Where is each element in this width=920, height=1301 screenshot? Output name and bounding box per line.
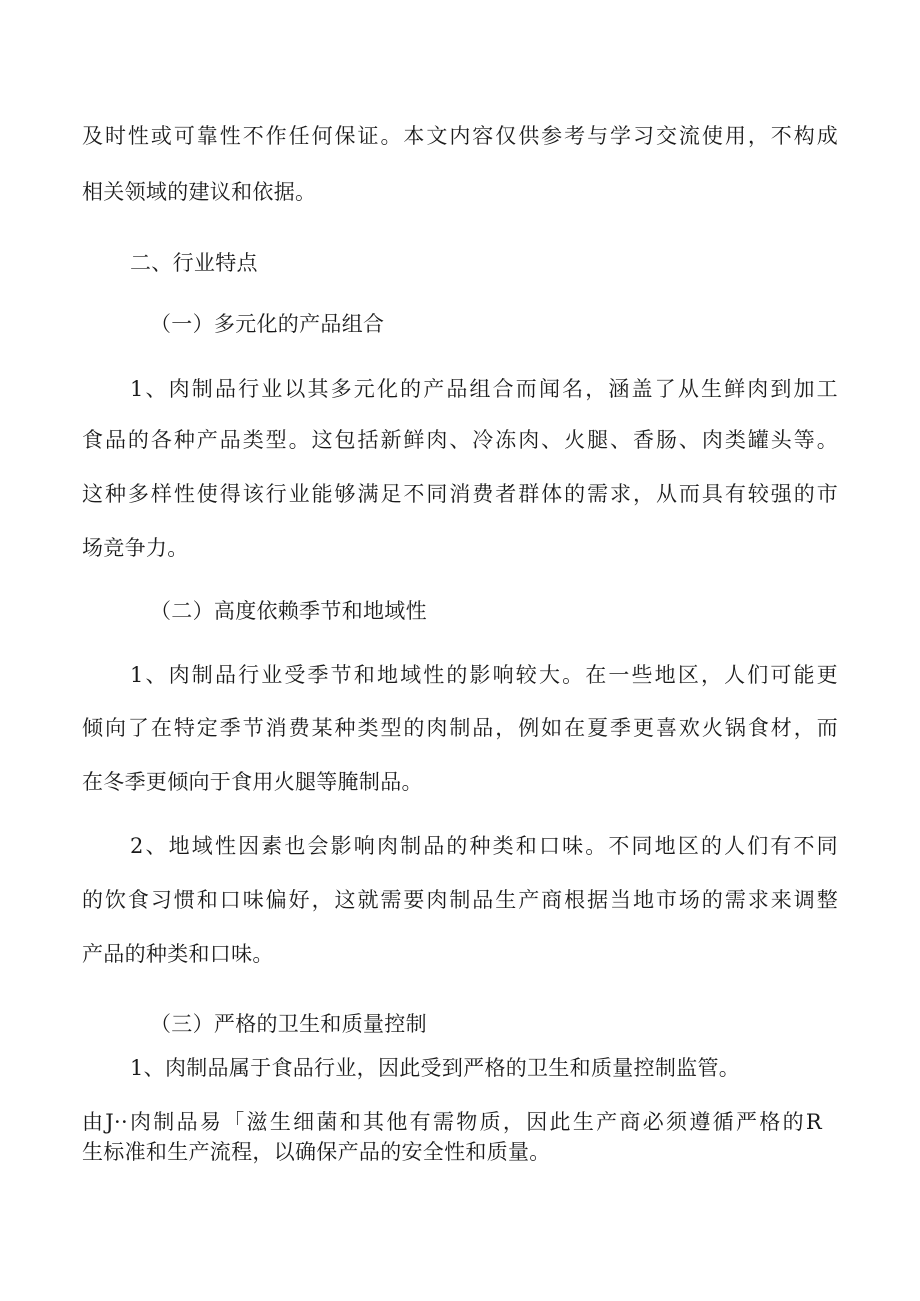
sub1-p1-line-1: 1、肉制品行业以其多元化的产品组合而闻名，涵盖了从生鲜肉到加工 [130,377,838,401]
sub3-p1-line-2: 由J··肉制品易「滋生细菌和其他有需物质，因此生产商必须遵循严格的R [82,1110,822,1134]
sub3-p1-line-3: 生标准和生产流程，以确保产品的安全性和质量。 [82,1140,551,1164]
section-heading: 二、行业特点 [130,251,258,275]
sub2-p1-line-3: 在冬季更倾向于食用火腿等腌制品。 [82,770,423,794]
intro-line-2: 相关领域的建议和依据。 [82,180,317,204]
intro-line-1: 及时性或可靠性不作任何保证。本文内容仅供参考与学习交流使用，不构成 [82,124,838,148]
sub2-p2-line-1: 2、地域性因素也会影响肉制品的种类和口味。不同地区的人们有不同 [130,834,838,858]
sub2-p1-line-1: 1、肉制品行业受季节和地域性的影响较大。在一些地区，人们可能更 [130,663,838,687]
sub2-p2-line-2: 的饮食习惯和口味偏好，这就需要肉制品生产商根据当地市场的需求来调整 [82,888,838,912]
sub1-heading: （一）多元化的产品组合 [150,312,385,336]
sub2-p2-line-3: 产品的种类和口味。 [82,942,274,966]
sub1-p1-line-4: 场竞争力。 [82,536,189,560]
sub2-p1-line-2: 倾向了在特定季节消费某种类型的肉制品，例如在夏季更喜欢火锅食材，而 [82,716,838,740]
sub1-p1-line-2: 食品的各种产品类型。这包括新鲜肉、冷冻肉、火腿、香肠、肉类罐头等。 [82,428,838,452]
sub1-p1-line-3: 这种多样性使得该行业能够满足不同消费者群体的需求，从而具有较强的市 [82,482,838,506]
sub3-p1-line-1: 1、肉制品属于食品行业，因此受到严格的卫生和质量控制监管。 [130,1056,741,1080]
sub3-heading: （三）严格的卫生和质量控制 [150,1012,427,1036]
sub2-heading: （二）高度依赖季节和地域性 [150,599,427,623]
